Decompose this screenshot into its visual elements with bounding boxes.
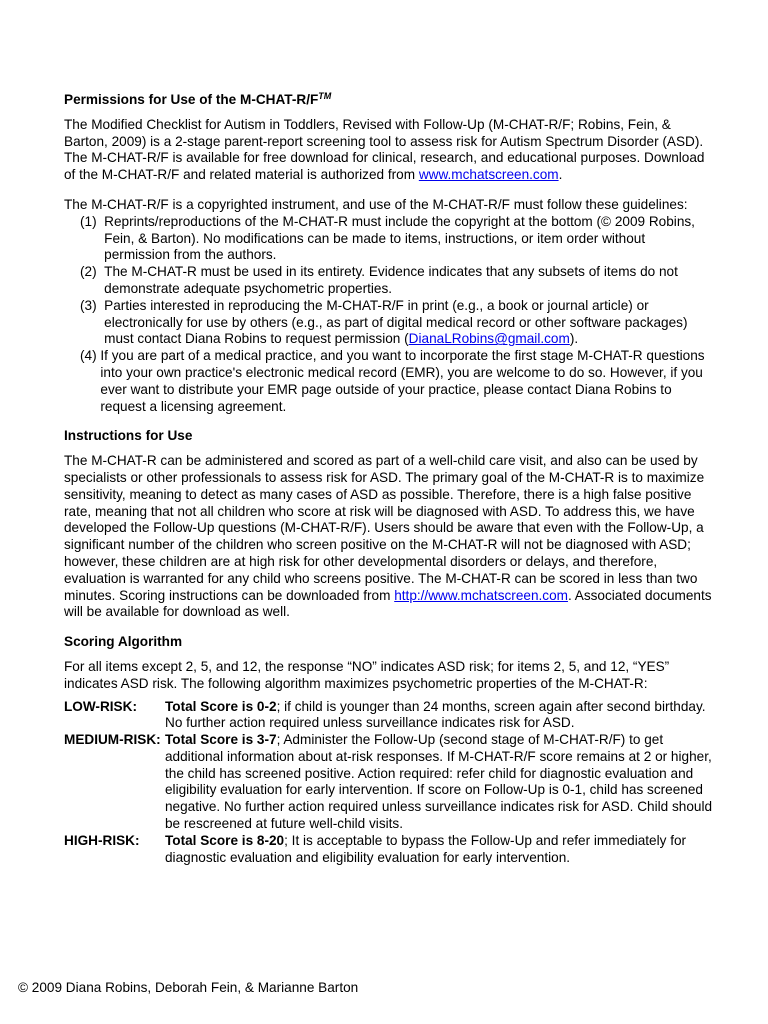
instructions-body: The M-CHAT-R can be administered and scored as part of a well-child care visit, and also can be used by specialists or other professionals to assess risk for ASD. The primary goal of the M-CHAT-R is to maximize sensitivity, meaning to detect as many cases of ASD as possible. Therefore, there is a high false positive rate, meaning that not all children who score at risk will be diagnosed with ASD. To address this, we have developed the Follow-Up questions (M-CHAT-R/F). Users should be aware that even with the Follow-Up, a significant number of the children who screen positive on the M-CHAT-R will not be diagnosed with ASD; however, these children are at high risk for other developmental disorders or delays, and therefore, evaluation is warranted for any child who screens positive. The M-CHAT-R can be scored in less than two minutes. Scoring instructions can be downloaded from http://www.mchatscreen.com. Associated documents will be available for download as well. [64,453,712,620]
permissions-heading: Permissions for Use of the M-CHAT-R/F™ [64,91,332,107]
mchatscreen-url-link[interactable]: http://www.mchatscreen.com [394,587,568,603]
guideline-2: (2) The M-CHAT-R must be used in its entirety. Evidence indicates that any subsets of items do not demonstrate adequate psychometric properties. [80,264,678,296]
guideline-1: (1) Reprints/reproductions of the M-CHAT-R must include the copyright at the bottom (© 2009 Robins, Fein, & Barton). No modifications can be made to items, instructions, or item order without permission from the authors. [80,213,695,263]
copyright-statement: The M-CHAT-R/F is a copyrighted instrument, and use of the M-CHAT-R/F must follow these guidelines: [64,196,688,212]
low-risk-label: LOW-RISK: [64,698,137,714]
instructions-heading: Instructions for Use [64,428,193,444]
guideline-3: (3) Parties interested in reproducing the M-CHAT-R/F in print (e.g., a book or journal article) or electronically for use by others (e.g., as part of digital medical record or other software packages) must contact Diana Robins to request permission (DianaLRobins@gmail.com). [80,297,688,347]
scoring-heading: Scoring Algorithm [64,634,183,650]
scoring-intro: For all items except 2, 5, and 12, the response “NO” indicates ASD risk; for items 2, 5, and 12, “YES” indicates ASD risk. The following algorithm maximizes psychometric properties of the M-CHAT-R: [64,658,670,691]
email-link[interactable]: DianaLRobins@gmail.com [408,331,570,347]
low-risk-score: Total Score is 0-2 [165,698,277,714]
medium-risk-label: MEDIUM-RISK: [64,732,161,748]
document-page [64,92,714,866]
guideline-4: (4) If you are part of a medical practice, and you want to incorporate the first stage M-CHAT-R questions into your own practice's electronic medical record (EMR), you are welcome to do so. However, if you ever want to distribute your EMR page outside of your practice, please contact Diana Robins to request a licensing agreement. [80,348,705,414]
medium-risk-row: MEDIUM-RISK: Total Score is 3-7; Administer the Follow-Up (second stage of M-CHAT-R/F) to get additional information about at-risk responses. If M-CHAT-R/F score remains at 2 or higher, the child has screened positive. Action required: refer child for diagnostic evaluation and eligibility evaluation for early intervention. If score on Follow-Up is 0-1, child has screened negative. No further action required unless surveillance indicates risk for ASD. Child should be rescreened at future well-child visits. [64,732,713,832]
low-risk-row: LOW-RISK: Total Score is 0-2; if child is younger than 24 months, screen again after second birthday. No further action required unless surveillance indicates risk for ASD. [64,698,706,731]
permissions-intro: The Modified Checklist for Autism in Toddlers, Revised with Follow-Up (M-CHAT-R/F; Robins, Fein, & Barton, 2009) is a 2-stage parent-report screening tool to assess risk for Autism Spectrum Disorder (ASD). The M-CHAT-R/F is available for free download for clinical, research, and educational purposes. Download of the M-CHAT-R/F and related material is authorized from www.mchatscreen.com. [64,116,705,183]
high-risk-score: Total Score is 8-20 [165,832,285,848]
copyright-footer: © 2009 Diana Robins, Deborah Fein, & Marianne Barton [18,980,359,995]
high-risk-label: HIGH-RISK: [64,832,140,848]
trademark-mark: TM [318,91,332,101]
mchatscreen-link[interactable]: www.mchatscreen.com [418,167,559,183]
high-risk-row: HIGH-RISK: Total Score is 8-20; It is acceptable to bypass the Follow-Up and refer immediately for diagnostic evaluation and eligibility evaluation for early intervention. [64,832,687,865]
medium-risk-score: Total Score is 3-7 [165,732,277,748]
